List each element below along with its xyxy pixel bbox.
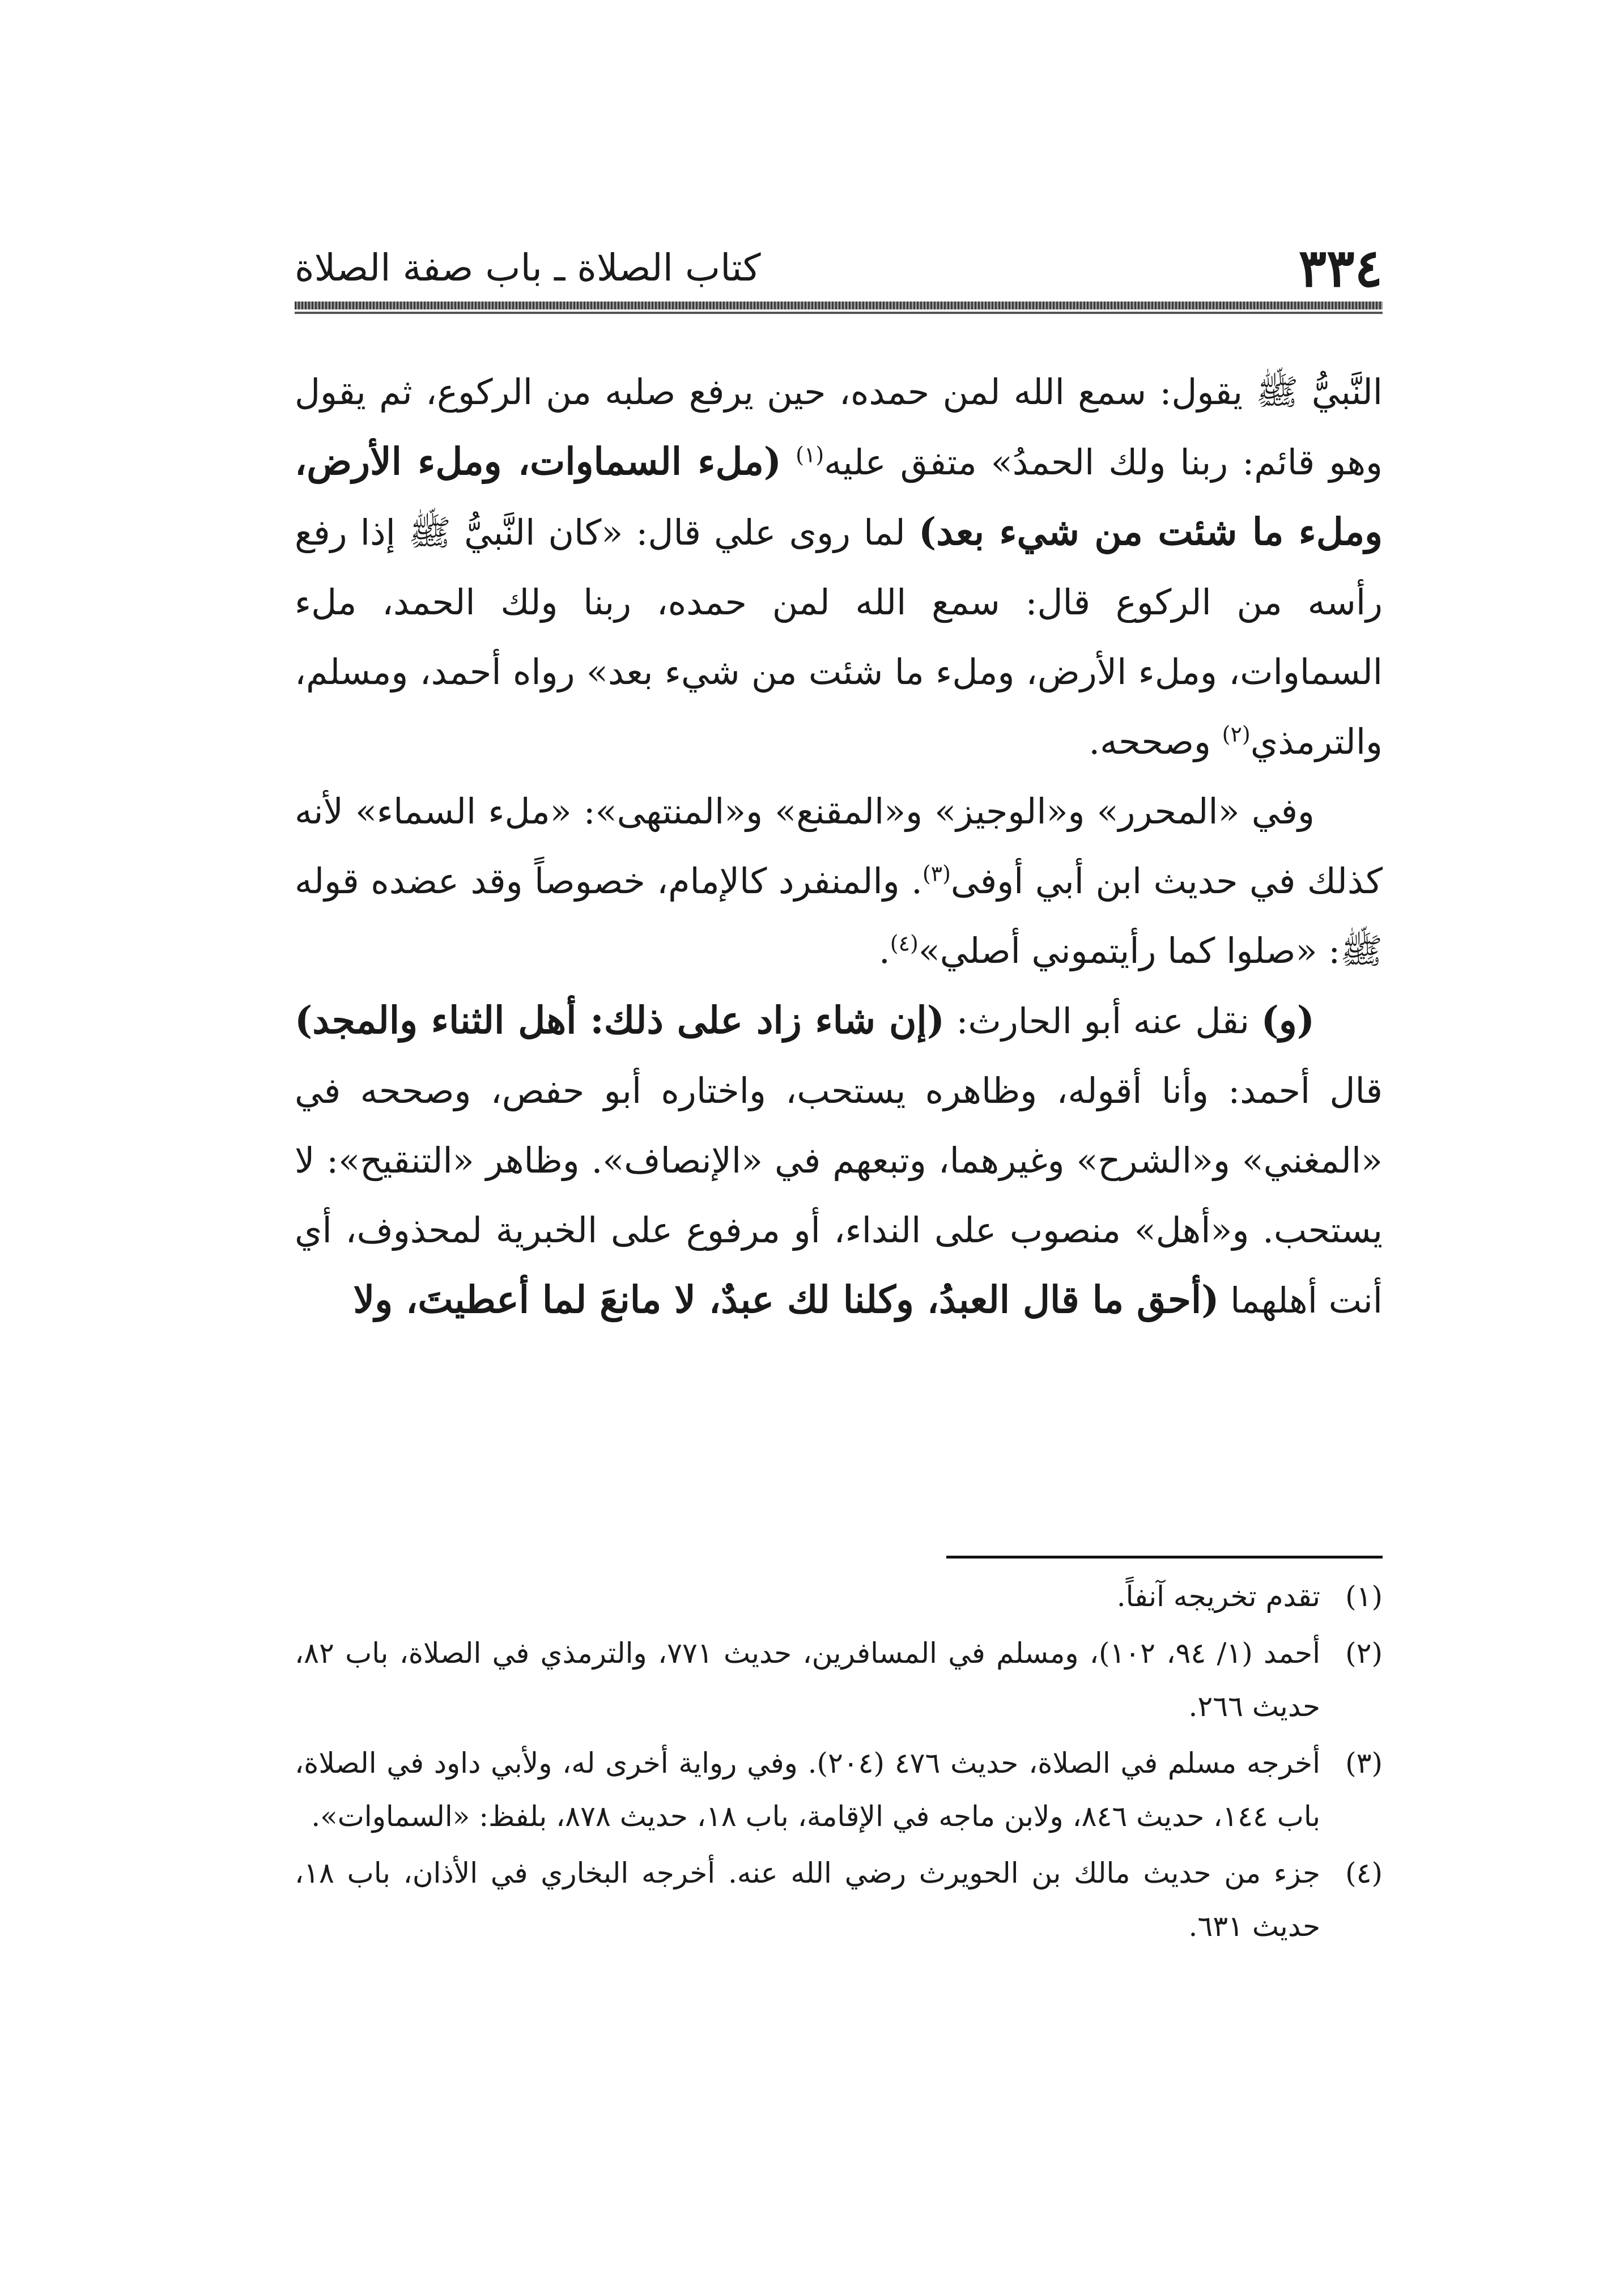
page-header [295, 237, 1383, 299]
footnote-text: أخرجه مسلم في الصلاة، حديث ٤٧٦ (٢٠٤). وفي رواية أخرى له، ولأبي داود في الصلاة، باب ١٤٤، حديث ٨٤٦، ولابن ماجه في الإقامة، باب ١٨، حديث ٨٧٨، بلفظ: «السماوات». [295, 1747, 1320, 1833]
header-rule-thin [295, 312, 1383, 314]
footnote-text: أحمد (١/ ٩٤، ١٠٢)، ومسلم في المسافرين، حديث ٧٧١، والترمذي في الصلاة، باب ٨٢، حديث ٢٦٦. [295, 1637, 1320, 1723]
footnote-marker: (٢) [1222, 721, 1251, 747]
footnote-marker: (٣) [922, 861, 951, 886]
text-run: . والمنفرد كالإمام، خصوصاً وقد عضده قوله ﷺ: «صلوا كما رأيتموني أصلي» [295, 860, 1383, 971]
paragraph-1 [295, 357, 1383, 776]
text-run: وصححه. [1089, 721, 1222, 762]
text-run: نقل عنه أبو الحارث: [944, 1000, 1261, 1042]
paragraph-2 [295, 776, 1383, 986]
footnote-text: جزء من حديث مالك بن الحويرث رضي الله عنه. أخرجه البخاري في الأذان، باب ١٨، حديث ٦٣١. [295, 1857, 1320, 1943]
text-run [781, 441, 796, 483]
footnote-text: تقدم تخريجه آنفاً. [1116, 1580, 1320, 1613]
text-run: وفي «المحرر» و«الوجيز» و«المقنع» و«المنتهى»: «ملء السماء» لأنه كذلك في حديث ابن أبي أوفى [295, 791, 1383, 902]
bold-matn-text: (و) [1261, 998, 1315, 1042]
running-head: كتاب الصلاة ـ باب صفة الصلاة [295, 246, 761, 290]
footnote-number: (٢) [1345, 1637, 1383, 1670]
text-run: لما روى علي قال: «كان النَّبيُّ ﷺ إذا رفع رأسه من الركوع قال: سمع الله لمن حمده، ربنا ولك الحمد، ملء السماوات، وملء الأرض، وملء ما شئت من شيء بعد» رواه أحمد، ومسلم، والترمذي [295, 512, 1383, 762]
footnote-2 [295, 1627, 1383, 1733]
footnote-separator [946, 1556, 1383, 1559]
footnote-4 [295, 1846, 1383, 1953]
page-number: ٣٣٤ [1298, 237, 1383, 299]
bold-matn-text: (إن شاء زاد على ذلك: أهل الثناء والمجد) [295, 998, 945, 1042]
bold-matn-text: (أحق ما قال العبدُ، وكلنا لك عبدٌ، لا مانعَ لما أعطيتَ، ولا [353, 1277, 1219, 1322]
text-run: قال أحمد: وأنا أقوله، وظاهره يستحب، واختاره أبو حفص، وصححه في «المغني» و«الشرح» وغيرهما، وتبعهم في «الإنصاف». وظاهر «التنقيح»: لا يستحب. و«أهل» منصوب على النداء، أو مرفوع على الخبرية لمحذوف، أي أنت أهلهما [295, 1070, 1383, 1321]
main-text [295, 357, 1383, 1335]
paragraph-3 [295, 986, 1383, 1335]
footnote-number: (٤) [1345, 1857, 1383, 1889]
footnote-marker: (٤) [890, 931, 919, 956]
header-rule [295, 302, 1383, 309]
footnote-3 [295, 1736, 1383, 1843]
footnote-number: (٣) [1345, 1747, 1383, 1780]
footnote-marker: (١) [796, 442, 824, 468]
text-run: النَّبيُّ ﷺ يقول: سمع الله لمن حمده، حين يرفع صلبه من الركوع، ثم يقول وهو قائم: ربنا ولك الحمدُ» متفق عليه [295, 371, 1383, 483]
footnotes [295, 1570, 1383, 1956]
footnote-1 [295, 1570, 1383, 1623]
bold-matn-text: (ملء السماوات، وملء الأرض، وملء ما شئت من شيء بعد) [295, 439, 1383, 554]
text-run: . [879, 930, 890, 971]
footnote-number: (١) [1345, 1580, 1383, 1613]
